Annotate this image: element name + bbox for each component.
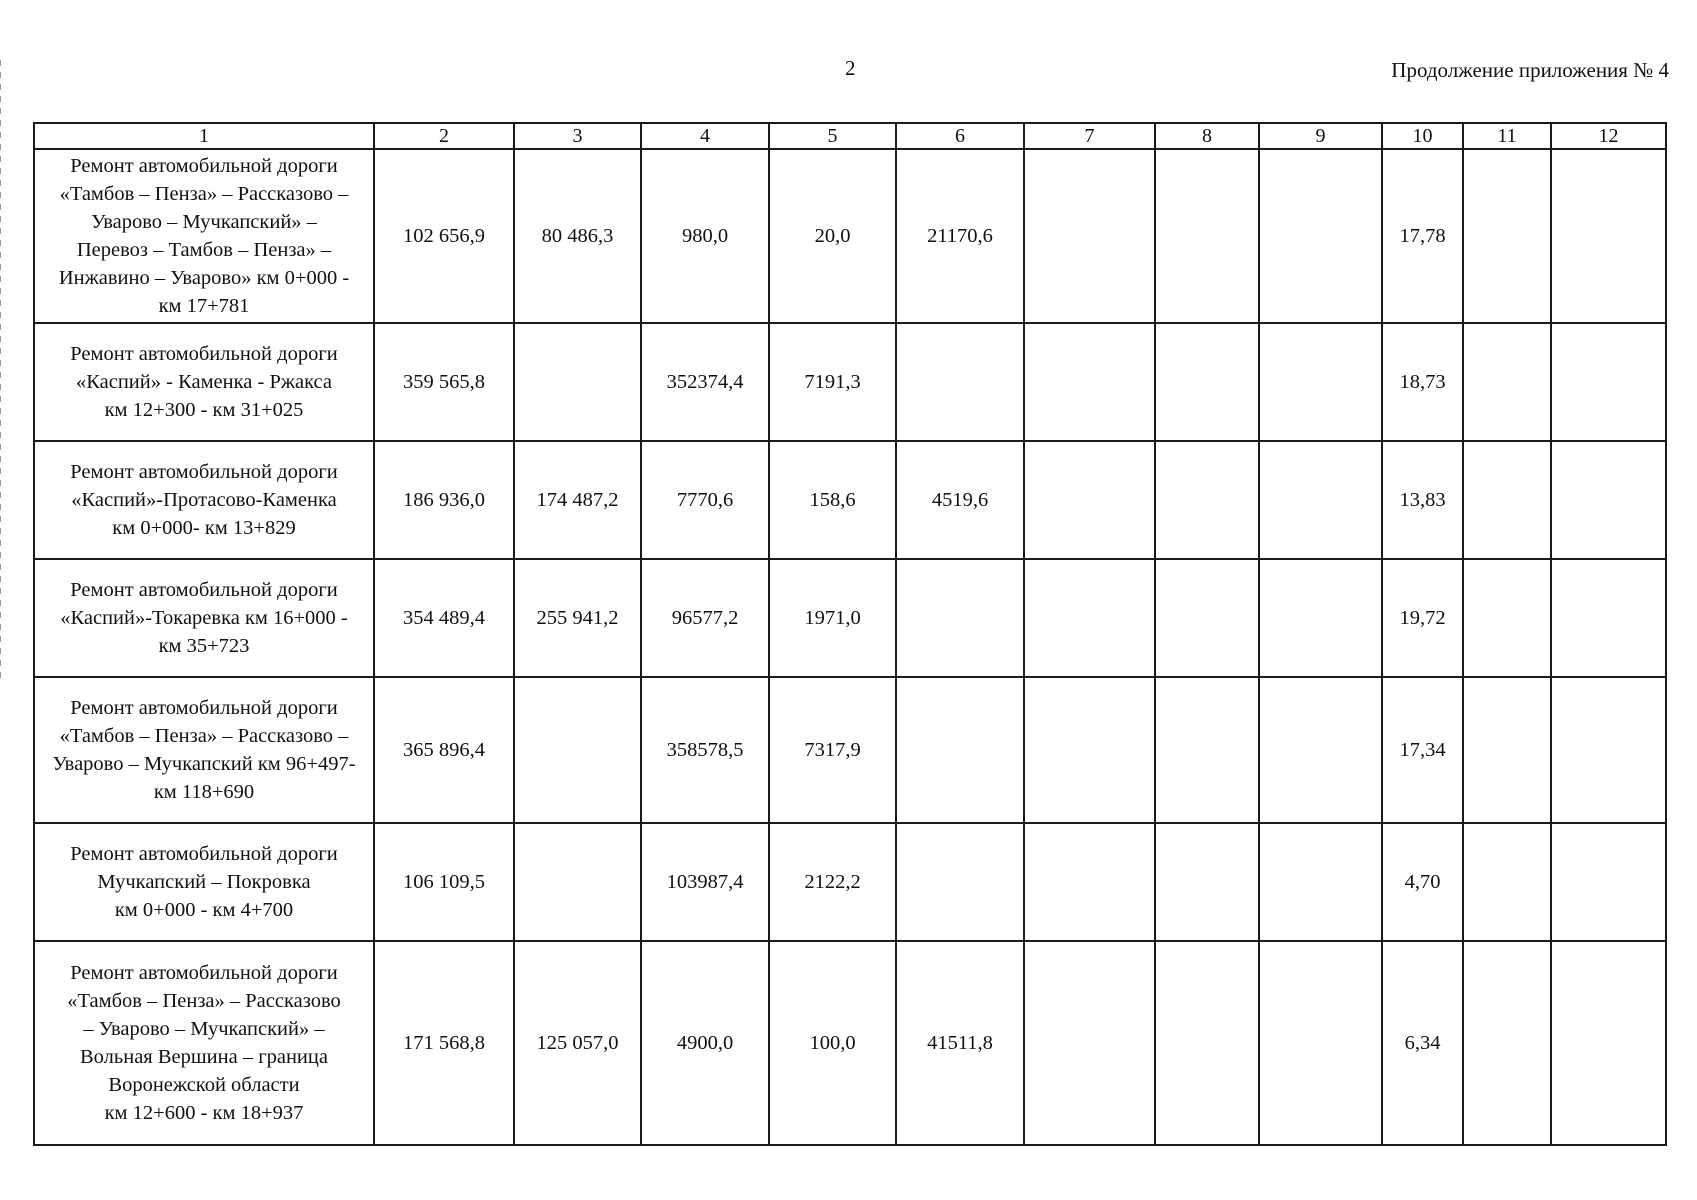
description-line: Ремонт автомобильной дороги	[70, 155, 338, 177]
value-cell-col-9	[1259, 677, 1382, 823]
value-cell-col-4: 980,0	[641, 149, 769, 323]
value-cell-col-3	[514, 823, 641, 941]
value-cell-col-9	[1259, 823, 1382, 941]
value-cell-col-5: 7317,9	[769, 677, 896, 823]
value-cell-col-4: 4900,0	[641, 941, 769, 1145]
column-number-7: 7	[1024, 123, 1155, 149]
value-cell-col-6: 41511,8	[896, 941, 1024, 1145]
value-cell-col-8	[1155, 323, 1259, 441]
value-cell-col-12	[1551, 441, 1666, 559]
value-cell-col-10: 4,70	[1382, 823, 1463, 941]
value-cell-col-12	[1551, 323, 1666, 441]
value-cell-col-4: 358578,5	[641, 677, 769, 823]
value-cell-col-5: 100,0	[769, 941, 896, 1145]
description-line: «Тамбов – Пенза» – Рассказово –	[59, 183, 349, 205]
description-line: км 118+690	[153, 781, 255, 803]
description-line: км 12+300 - км 31+025	[104, 399, 304, 421]
data-table	[33, 122, 1667, 1146]
value-cell-col-6	[896, 823, 1024, 941]
value-cell-col-11	[1463, 823, 1551, 941]
value-cell-col-7	[1024, 941, 1155, 1145]
value-cell-col-8	[1155, 441, 1259, 559]
description-line: Ремонт автомобильной дороги	[70, 962, 338, 984]
value-cell-col-2: 171 568,8	[374, 941, 514, 1145]
value-cell-col-9	[1259, 941, 1382, 1145]
appendix-continuation-note: Продолжение приложения № 4	[1391, 58, 1669, 82]
value-cell-col-5: 1971,0	[769, 559, 896, 677]
description-line: Ремонт автомобильной дороги	[70, 579, 338, 601]
description-line: км 17+781	[158, 295, 250, 317]
value-cell-col-10: 17,34	[1382, 677, 1463, 823]
column-number-5: 5	[769, 123, 896, 149]
table-row	[34, 677, 1666, 823]
value-cell-col-2: 359 565,8	[374, 323, 514, 441]
value-cell-col-10: 17,78	[1382, 149, 1463, 323]
value-cell-col-3: 80 486,3	[514, 149, 641, 323]
road-repair-description	[34, 149, 374, 323]
value-cell-col-7	[1024, 149, 1155, 323]
value-cell-col-3: 174 487,2	[514, 441, 641, 559]
value-cell-col-8	[1155, 149, 1259, 323]
value-cell-col-11	[1463, 149, 1551, 323]
value-cell-col-5: 2122,2	[769, 823, 896, 941]
description-line: Ремонт автомобильной дороги	[70, 697, 338, 719]
value-cell-col-11	[1463, 559, 1551, 677]
table-row	[34, 559, 1666, 677]
value-cell-col-6	[896, 323, 1024, 441]
description-line: Ремонт автомобильной дороги	[70, 461, 338, 483]
value-cell-col-11	[1463, 677, 1551, 823]
description-line: Воронежской области	[108, 1074, 300, 1096]
road-repair-description	[34, 323, 374, 441]
scan-edge-marks	[0, 60, 1, 680]
value-cell-col-9	[1259, 149, 1382, 323]
column-number-10: 10	[1382, 123, 1463, 149]
value-cell-col-10: 13,83	[1382, 441, 1463, 559]
value-cell-col-9	[1259, 441, 1382, 559]
value-cell-col-10: 19,72	[1382, 559, 1463, 677]
description-line: Уварово – Мучкапский км 96+497-	[52, 753, 356, 775]
road-repair-description	[34, 677, 374, 823]
value-cell-col-2: 186 936,0	[374, 441, 514, 559]
column-number-2: 2	[374, 123, 514, 149]
value-cell-col-4: 352374,4	[641, 323, 769, 441]
value-cell-col-2: 106 109,5	[374, 823, 514, 941]
description-line: «Тамбов – Пенза» – Рассказово –	[59, 725, 349, 747]
value-cell-col-4: 103987,4	[641, 823, 769, 941]
value-cell-col-12	[1551, 941, 1666, 1145]
value-cell-col-6: 4519,6	[896, 441, 1024, 559]
value-cell-col-7	[1024, 823, 1155, 941]
value-cell-col-9	[1259, 559, 1382, 677]
value-cell-col-7	[1024, 323, 1155, 441]
road-repair-description	[34, 441, 374, 559]
description-line: Уварово – Мучкапский» –	[91, 211, 317, 233]
column-number-4: 4	[641, 123, 769, 149]
description-line: Ремонт автомобильной дороги	[70, 843, 338, 865]
value-cell-col-5: 158,6	[769, 441, 896, 559]
value-cell-col-7	[1024, 559, 1155, 677]
table-row	[34, 823, 1666, 941]
value-cell-col-11	[1463, 941, 1551, 1145]
value-cell-col-3	[514, 323, 641, 441]
column-number-8: 8	[1155, 123, 1259, 149]
value-cell-col-8	[1155, 559, 1259, 677]
table-row	[34, 323, 1666, 441]
road-repair-description	[34, 559, 374, 677]
value-cell-col-11	[1463, 323, 1551, 441]
column-number-11: 11	[1463, 123, 1551, 149]
value-cell-col-8	[1155, 941, 1259, 1145]
description-line: км 0+000- км 13+829	[112, 517, 296, 539]
table-row	[34, 941, 1666, 1145]
column-number-3: 3	[514, 123, 641, 149]
value-cell-col-12	[1551, 823, 1666, 941]
road-repair-description	[34, 941, 374, 1145]
value-cell-col-12	[1551, 149, 1666, 323]
description-line: Ремонт автомобильной дороги	[70, 343, 338, 365]
value-cell-col-10: 18,73	[1382, 323, 1463, 441]
value-cell-col-6	[896, 559, 1024, 677]
description-line: «Тамбов – Пенза» – Рассказово	[67, 990, 341, 1012]
value-cell-col-2: 102 656,9	[374, 149, 514, 323]
value-cell-col-10: 6,34	[1382, 941, 1463, 1145]
value-cell-col-7	[1024, 677, 1155, 823]
description-line: Вольная Вершина – граница	[80, 1046, 328, 1068]
column-number-9: 9	[1259, 123, 1382, 149]
value-cell-col-3: 125 057,0	[514, 941, 641, 1145]
value-cell-col-3: 255 941,2	[514, 559, 641, 677]
description-line: «Каспий»-Протасово-Каменка	[71, 489, 337, 511]
column-number-6: 6	[896, 123, 1024, 149]
description-line: км 0+000 - км 4+700	[114, 899, 294, 921]
value-cell-col-11	[1463, 441, 1551, 559]
value-cell-col-4: 96577,2	[641, 559, 769, 677]
description-line: км 12+600 - км 18+937	[104, 1102, 304, 1124]
value-cell-col-4: 7770,6	[641, 441, 769, 559]
table-row	[34, 149, 1666, 323]
description-line: км 35+723	[158, 635, 250, 657]
value-cell-col-7	[1024, 441, 1155, 559]
description-line: Инжавино – Уварово» км 0+000 -	[58, 267, 350, 289]
value-cell-col-12	[1551, 677, 1666, 823]
description-line: Мучкапский – Покровка	[97, 871, 311, 893]
page-number: 2	[845, 56, 856, 80]
description-line: Перевоз – Тамбов – Пенза» –	[76, 239, 332, 261]
value-cell-col-8	[1155, 677, 1259, 823]
table-row	[34, 441, 1666, 559]
road-repair-description	[34, 823, 374, 941]
column-number-1: 1	[34, 123, 374, 149]
value-cell-col-8	[1155, 823, 1259, 941]
value-cell-col-9	[1259, 323, 1382, 441]
column-number-12: 12	[1551, 123, 1666, 149]
value-cell-col-6: 21170,6	[896, 149, 1024, 323]
column-number-row	[34, 123, 1666, 149]
value-cell-col-6	[896, 677, 1024, 823]
value-cell-col-3	[514, 677, 641, 823]
value-cell-col-12	[1551, 559, 1666, 677]
value-cell-col-2: 354 489,4	[374, 559, 514, 677]
description-line: – Уварово – Мучкапский» –	[83, 1018, 325, 1040]
value-cell-col-5: 20,0	[769, 149, 896, 323]
description-line: «Каспий»-Токаревка км 16+000 -	[60, 607, 348, 629]
value-cell-col-2: 365 896,4	[374, 677, 514, 823]
description-line: «Каспий» - Каменка - Ржакса	[75, 371, 333, 393]
value-cell-col-5: 7191,3	[769, 323, 896, 441]
